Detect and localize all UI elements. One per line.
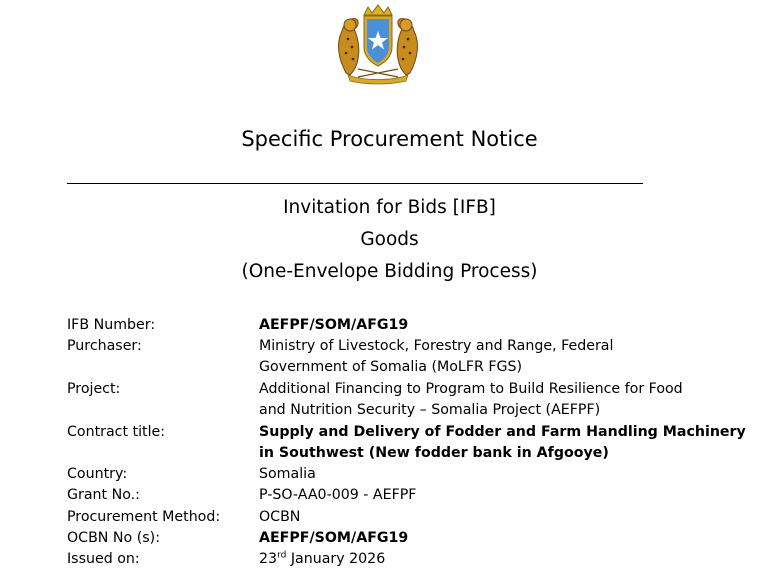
label-country: Country: — [67, 466, 128, 482]
label-procurement-method: Procurement Method: — [67, 509, 221, 525]
value-contract-title-line2: in Southwest (New fodder bank in Afgooye) — [259, 445, 609, 461]
value-procurement-method: OCBN — [259, 509, 301, 525]
label-issued-on: Issued on: — [67, 551, 140, 567]
value-ifb-number: AEFPF/SOM/AFG19 — [259, 317, 409, 333]
value-project-line1: Additional Financing to Program to Build Resilience for Food — [259, 381, 683, 397]
issued-day-suffix: rd — [277, 550, 287, 561]
coat-of-arms-icon — [328, 3, 428, 85]
label-contract-title: Contract title: — [67, 424, 166, 440]
heading-process: (One-Envelope Bidding Process) — [241, 261, 538, 282]
value-contract-title — [259, 422, 757, 464]
label-ifb-number: IFB Number: — [67, 317, 156, 333]
label-project: Project: — [67, 381, 121, 397]
value-issued-on — [259, 549, 757, 570]
value-purchaser — [259, 336, 757, 378]
label-ocbn-no: OCBN No (s): — [67, 530, 160, 546]
label-grant-no: Grant No.: — [67, 487, 140, 503]
heading-goods: Goods — [360, 229, 419, 250]
value-grant-no: P-SO-AA0-009 - AEFPF — [259, 487, 417, 503]
value-purchaser-line2: Government of Somalia (MoLFR FGS) — [259, 359, 523, 375]
horizontal-rule — [67, 183, 643, 184]
value-contract-title-line1: Supply and Delivery of Fodder and Farm Handling Machinery — [259, 424, 746, 440]
label-purchaser: Purchaser: — [67, 338, 142, 354]
value-project-line2: and Nutrition Security – Somalia Project (AEFPF) — [259, 402, 601, 418]
value-country: Somalia — [259, 466, 316, 482]
value-purchaser-line1: Ministry of Livestock, Forestry and Range, Federal — [259, 338, 614, 354]
value-project — [259, 379, 757, 421]
issued-month-year: January 2026 — [286, 551, 386, 567]
notice-title: Specific Procurement Notice — [241, 127, 538, 151]
heading-invitation: Invitation for Bids [IFB] — [283, 197, 496, 218]
value-ocbn-no: AEFPF/SOM/AFG19 — [259, 530, 409, 546]
issued-day: 23 — [259, 551, 278, 567]
